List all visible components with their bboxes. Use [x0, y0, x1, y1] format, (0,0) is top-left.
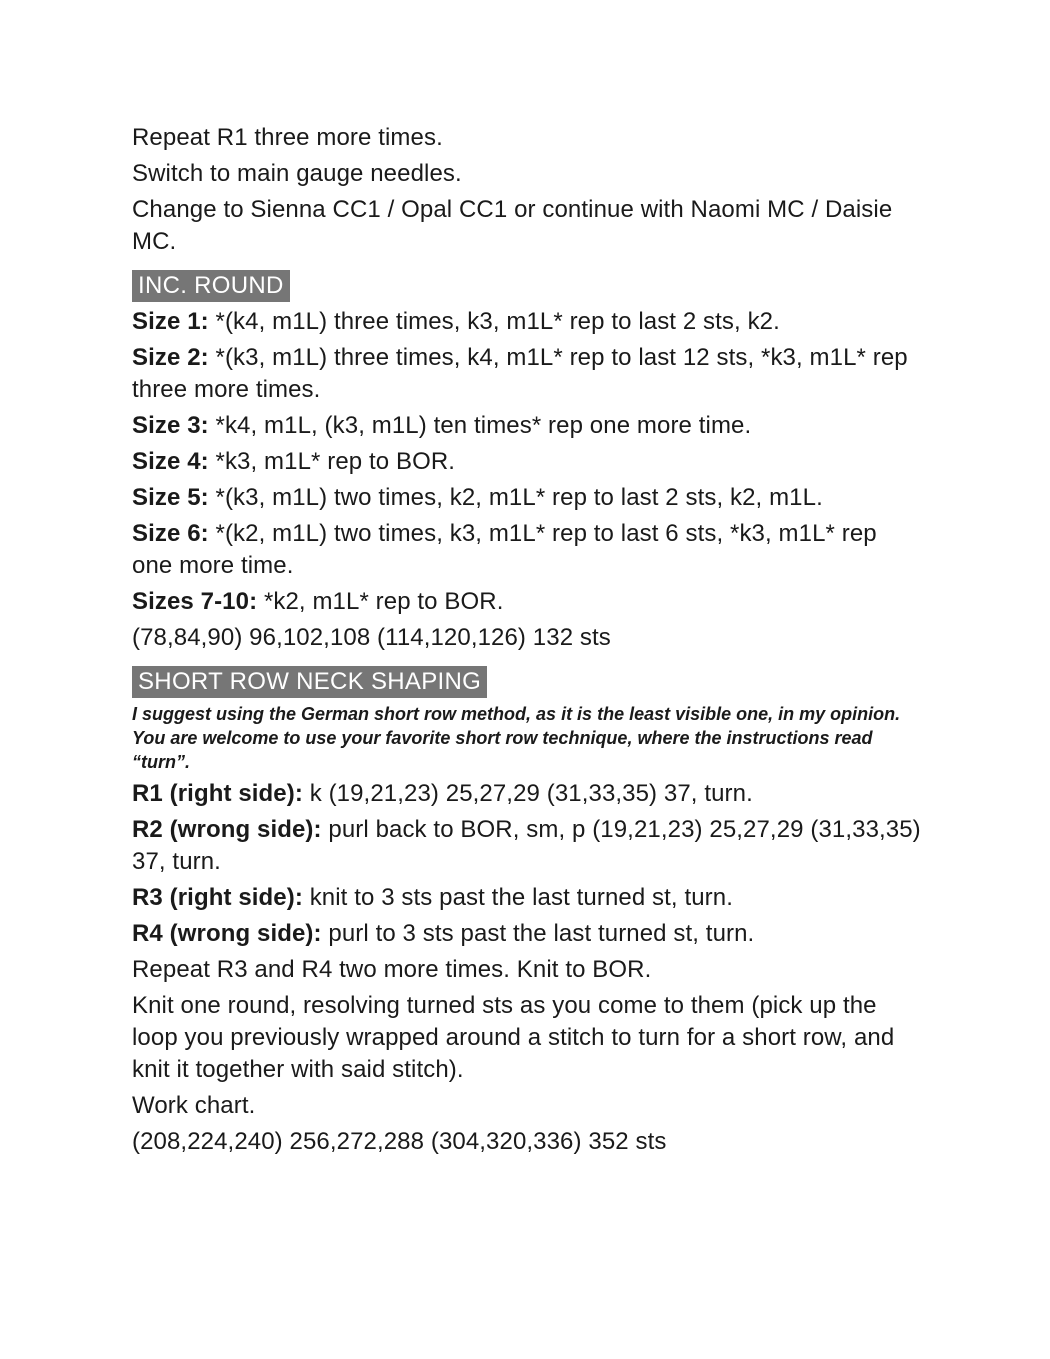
row-text: purl back to BOR, sm, p (19,21,23) 25,27,29 (31,33,35) 37, turn. — [132, 816, 921, 875]
short-row-section — [132, 666, 922, 702]
work-chart: Work chart. — [132, 1092, 256, 1119]
inc-size-label: Size 4: — [132, 448, 209, 475]
inc-sizes-7-10 — [132, 586, 922, 618]
intro-line-3: Change to Sienna CC1 / Opal CC1 or continue with Naomi MC / Daisie MC. — [132, 196, 893, 255]
row-label: R1 (right side): — [132, 780, 303, 807]
row-text: k (19,21,23) 25,27,29 (31,33,35) 37, turn. — [302, 780, 753, 807]
pattern-page — [132, 122, 922, 1162]
intro-line-2: Switch to main gauge needles. — [132, 160, 462, 187]
inc-size-label: Sizes 7-10: — [132, 588, 258, 615]
short-row-r1 — [132, 778, 922, 810]
inc-size-4 — [132, 446, 922, 478]
row-label: R4 (wrong side): — [132, 920, 322, 947]
inc-stitch-count: (78,84,90) 96,102,108 (114,120,126) 132 sts — [132, 624, 611, 651]
short-row-r4 — [132, 918, 922, 950]
short-row-resolve: Knit one round, resolving turned sts as you come to them (pick up the loop you previously wrapped around a stitch to turn for a short row, and knit it together with said stitch). — [132, 992, 895, 1083]
row-label: R2 (wrong side): — [132, 816, 322, 843]
short-row-stitch-count: (208,224,240) 256,272,288 (304,320,336) 352 sts — [132, 1128, 667, 1155]
inc-size-text: *k2, m1L* rep to BOR. — [257, 588, 504, 615]
inc-size-text: *(k2, m1L) two times, k3, m1L* rep to last 6 sts, *k3, m1L* rep one more time. — [132, 520, 877, 579]
row-text: knit to 3 sts past the last turned st, turn. — [302, 884, 733, 911]
inc-size-3 — [132, 410, 922, 442]
inc-size-text: *k3, m1L* rep to BOR. — [208, 448, 456, 475]
short-row-note: I suggest using the German short row method, as it is the least visible one, in my opinion. You are welcome to use your favorite short row technique, where the instructions read “turn”. — [132, 704, 901, 772]
inc-size-5 — [132, 482, 922, 514]
inc-round-section — [132, 270, 922, 306]
short-row-heading: SHORT ROW NECK SHAPING — [132, 666, 487, 698]
row-label: R3 (right side): — [132, 884, 303, 911]
inc-size-2 — [132, 342, 922, 406]
inc-size-text: *(k3, m1L) three times, k4, m1L* rep to last 12 sts, *k3, m1L* rep three more times. — [132, 344, 908, 403]
inc-size-label: Size 1: — [132, 308, 209, 335]
inc-size-text: *k4, m1L, (k3, m1L) ten times* rep one more time. — [208, 412, 752, 439]
inc-size-text: *(k3, m1L) two times, k2, m1L* rep to last 2 sts, k2, m1L. — [208, 484, 823, 511]
inc-size-label: Size 5: — [132, 484, 209, 511]
inc-size-label: Size 2: — [132, 344, 209, 371]
inc-size-text: *(k4, m1L) three times, k3, m1L* rep to last 2 sts, k2. — [208, 308, 780, 335]
short-row-repeat: Repeat R3 and R4 two more times. Knit to BOR. — [132, 956, 652, 983]
short-row-r3 — [132, 882, 922, 914]
inc-size-1 — [132, 306, 922, 338]
intro-line-1: Repeat R1 three more times. — [132, 124, 443, 151]
inc-size-6 — [132, 518, 922, 582]
inc-size-label: Size 3: — [132, 412, 209, 439]
inc-round-heading: INC. ROUND — [132, 270, 290, 302]
short-row-r2 — [132, 814, 922, 878]
row-text: purl to 3 sts past the last turned st, turn. — [321, 920, 755, 947]
inc-size-label: Size 6: — [132, 520, 209, 547]
